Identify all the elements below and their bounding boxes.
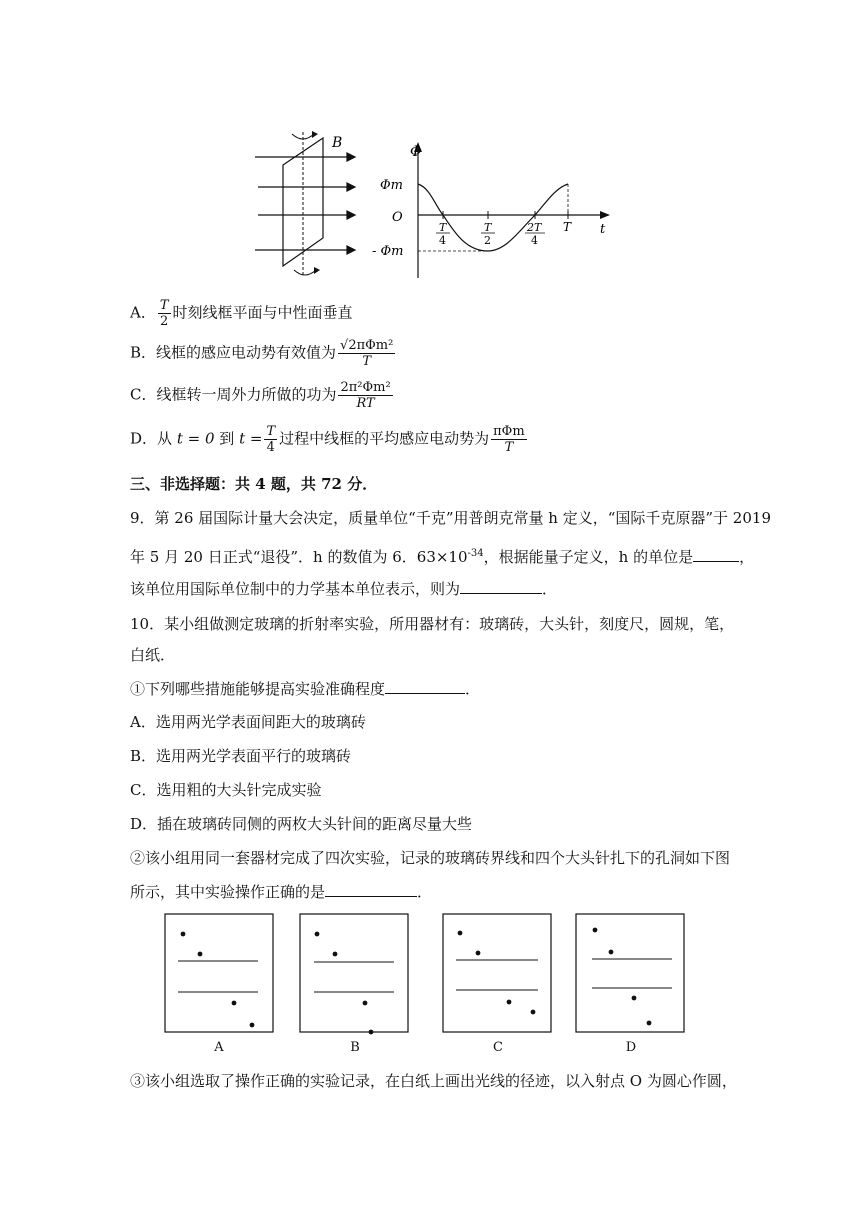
option-d: D．从 t = 0 到 t = $\frac{T}{4}$ 过程中线框的平均感应电动势为 $\frac{\text{πΦm}}{T}$ [130,424,525,455]
q10-sub3: ③该小组选取了操作正确的实验记录，在白纸上画出光线的径迹，以入射点 O 为圆心作圆， [130,1072,737,1090]
origin-label: O [392,210,403,225]
option-a: A． $\frac{T}{2}$ 时刻线框平面与中性面垂直 [130,298,353,329]
pin-record-panels [160,910,690,1040]
svg-text:T: T [563,220,572,234]
b-field-label: B [332,135,343,151]
neg-phi-m-label: - Φm [372,244,404,259]
flux-graph [372,142,610,278]
q10-sub2-line-2: 所示，其中实验操作正确的是 ． [130,883,433,901]
svg-text:2T: 2T [527,221,542,234]
svg-text:T: T [439,221,447,234]
q9-line-2: 年 5 月 20 日正式“退役”．h 的数值为 6．$63\times 10^{-34}$，根据能量子定义，h 的单位是 ， [130,548,755,566]
panel-label-d: D [625,1040,637,1055]
svg-text:4: 4 [439,234,446,247]
panel-a [165,914,273,1032]
magnetic-field-lines [255,153,355,254]
q10-option-d: D．插在玻璃砖同侧的两枚大头针间的距离尽量大些 [130,815,473,833]
panel-c [443,914,551,1032]
q10-option-a: A．选用两光学表面间距大的玻璃砖 [130,713,366,731]
svg-text:T: T [484,221,492,234]
q10-line-1: 10．某小组做测定玻璃的折射率实验，所用器材有：玻璃砖，大头针，刻度尺，圆规，笔， [130,615,735,633]
q10-blank-2[interactable] [325,882,417,897]
panel-d [576,914,684,1032]
panel-b [300,914,408,1034]
option-c: C．线框转一周外力所做的功为 $\frac{\text{2π²Φm²}}{RT}$ [130,380,391,411]
option-b: B．线框的感应电动势有效值为 $\frac{\text{√2πΦm²}}{T}$ [130,338,394,369]
panel-label-a: A [214,1040,224,1055]
phi-axis-label: Φ [410,144,422,160]
q9-line-1: 9．第 26 届国际计量大会决定，质量单位“千克”用普朗克常量 h 定义，“国际千克原器”于 2019 [130,509,771,527]
phi-m-label: Φm [380,178,403,193]
panel-label-b: B [350,1040,360,1055]
q10-line-2: 白纸． [130,646,176,664]
q9-blank-1[interactable] [693,547,739,562]
q9-blank-2[interactable] [460,579,542,594]
panel-label-c: C [493,1040,503,1055]
coil-flux-figure [250,130,620,285]
t-axis-label: t [600,222,606,237]
q10-blank-1[interactable] [385,679,465,694]
q9-line-3: 该单位用国际单位制中的力学基本单位表示，则为 ． [130,580,558,598]
section-three-title: 三、非选择题：共 4 题，共 72 分． [130,475,378,493]
svg-text:2: 2 [484,234,491,247]
q10-sub2-line-1: ②该小组用同一套器材完成了四次实验，记录的玻璃砖界线和四个大头针扎下的孔洞如下图 [130,849,731,867]
q10-option-c: C．选用粗的大头针完成实验 [130,781,322,799]
q10-sub1: ①下列哪些措施能够提高实验准确程度 ． [130,680,481,698]
q10-option-b: B．选用两光学表面平行的玻璃砖 [130,747,352,765]
svg-text:4: 4 [531,234,538,247]
